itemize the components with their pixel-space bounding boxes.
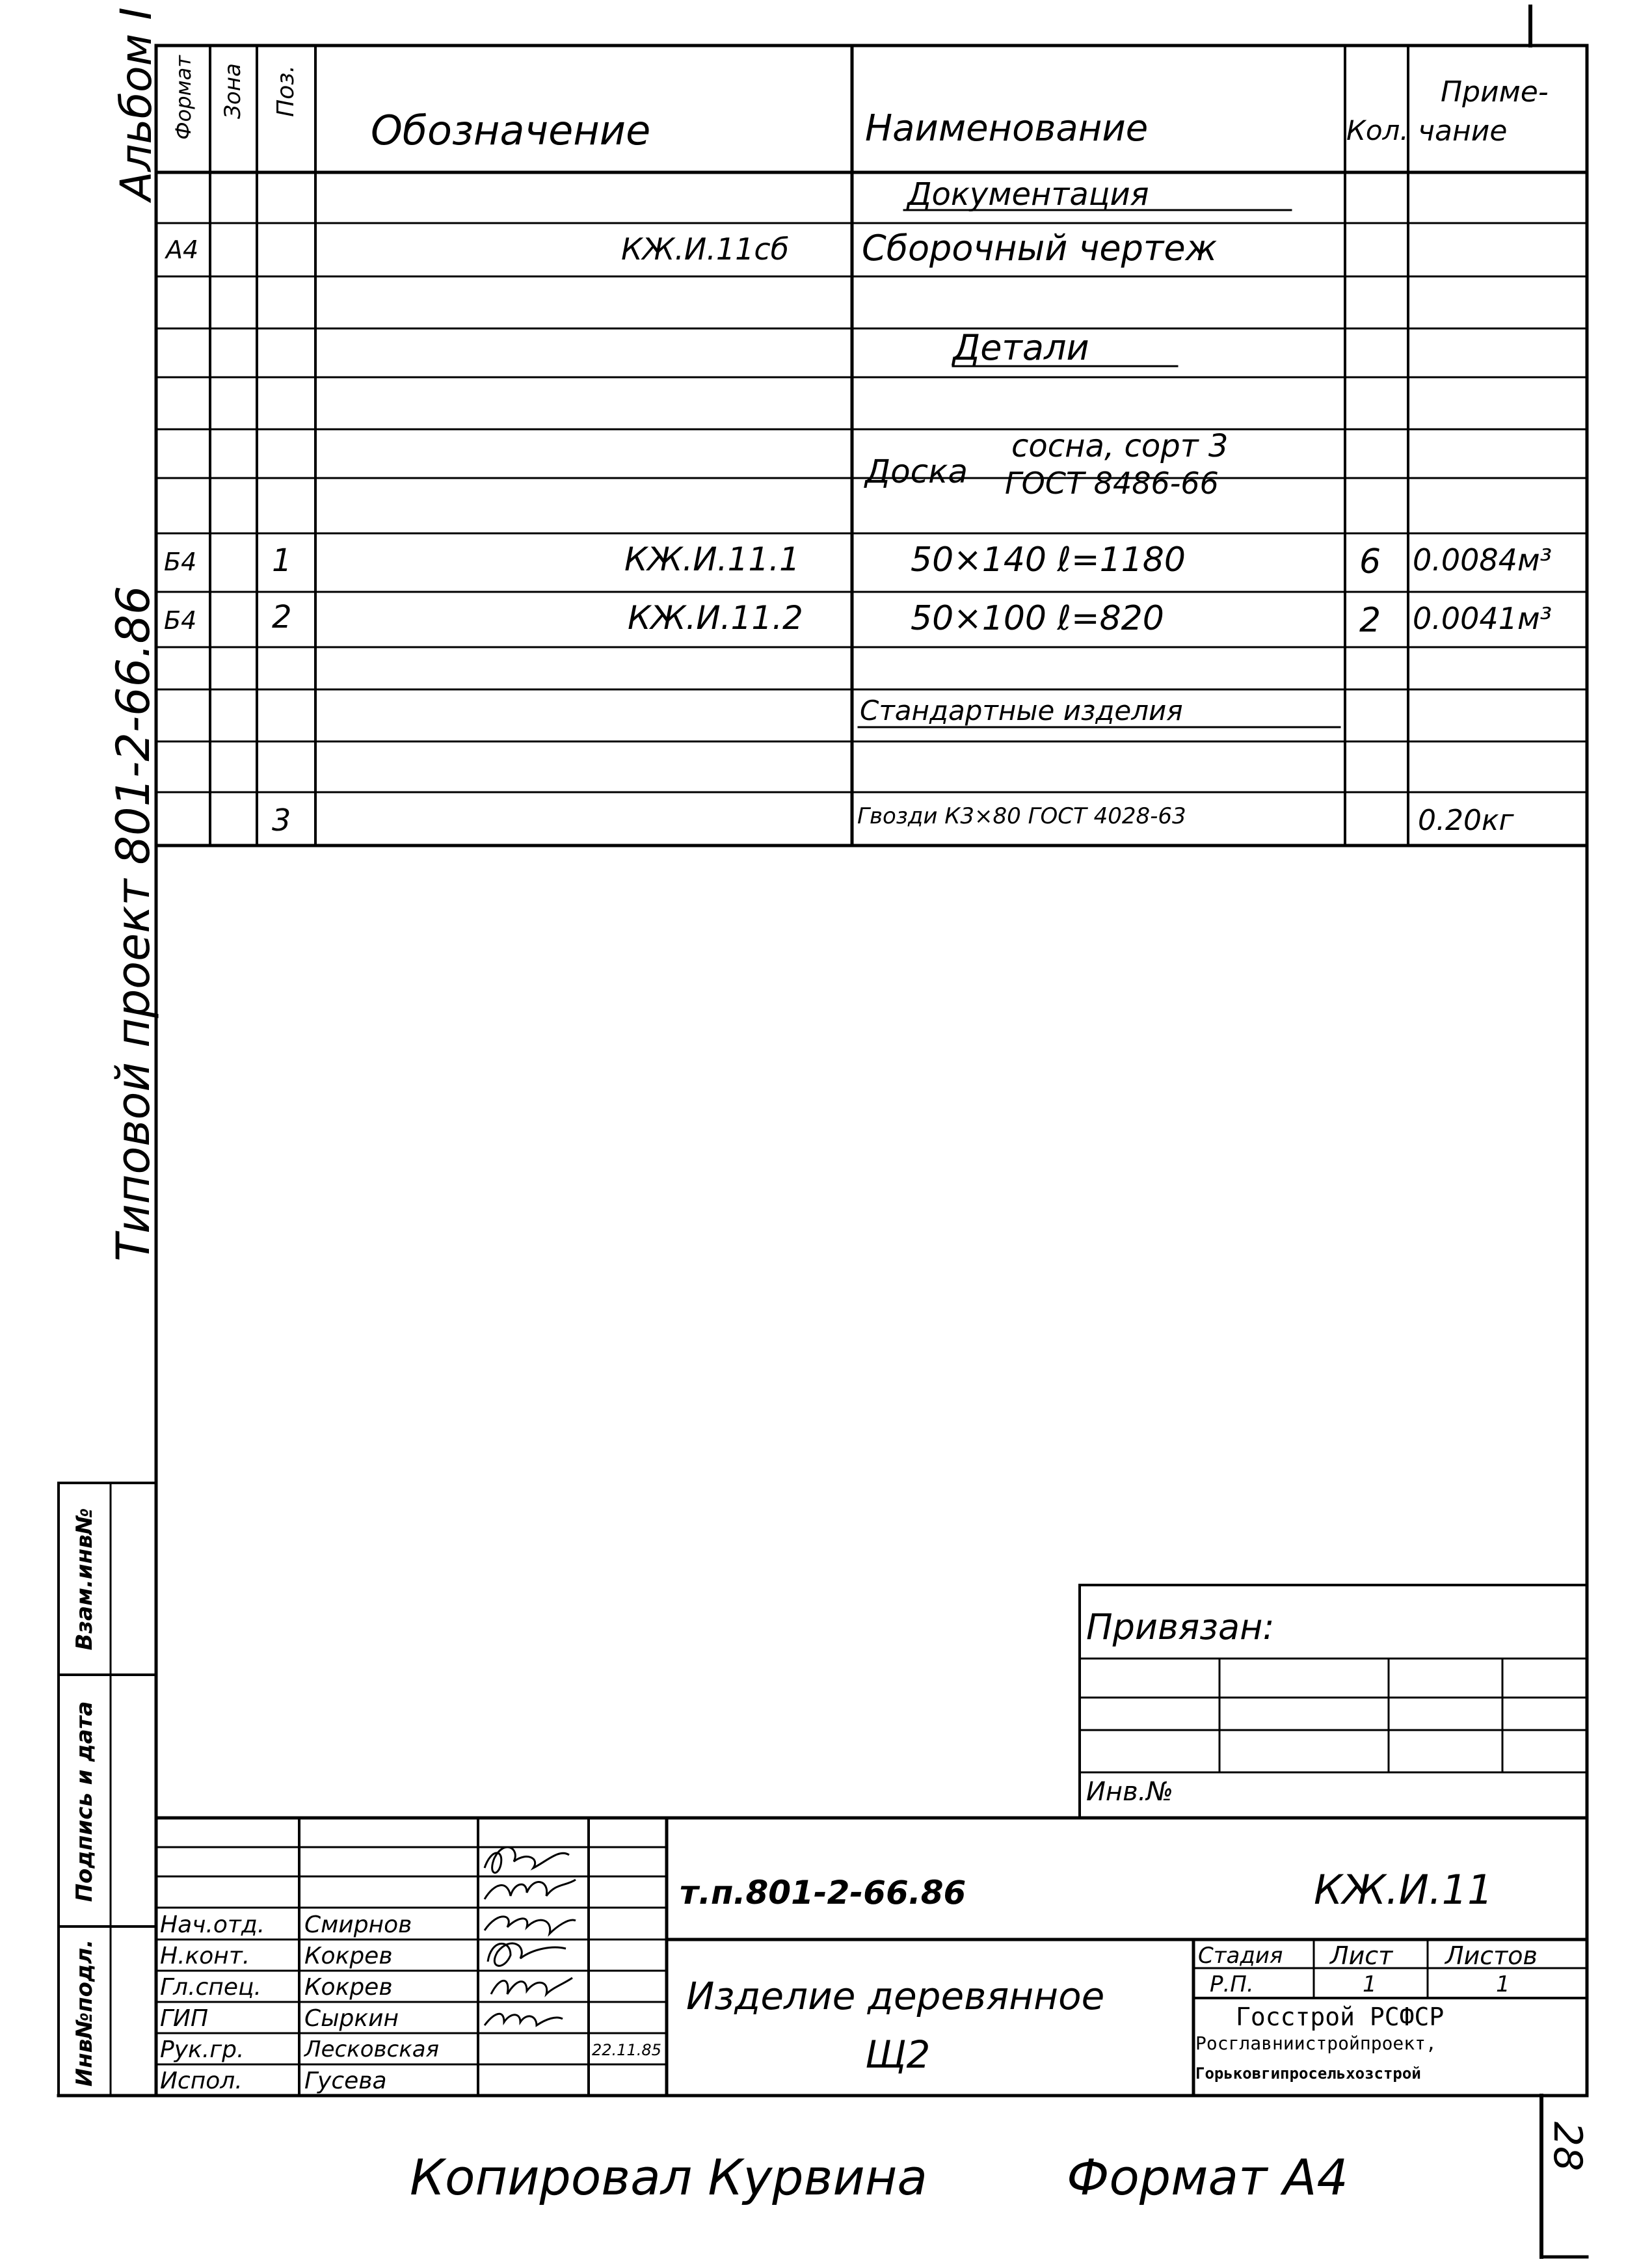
sign-date: 22.11.85: [592, 2041, 661, 2059]
header-name: Наименование: [865, 107, 1149, 150]
paper-format: Формат А4: [1067, 2148, 1348, 2206]
title-line1: Изделие деревянное: [686, 1974, 1105, 2018]
row3-pos: 2: [272, 599, 292, 635]
side-signature-date: Подпись и дата: [72, 1701, 98, 1902]
role-2: Н.конт.: [160, 1943, 250, 1969]
header-format: Формат: [171, 55, 196, 140]
org-line1: Госстрой РСФСР: [1236, 2003, 1445, 2031]
header-zone: Зона: [220, 63, 246, 119]
person-3: Кокрев: [304, 1974, 393, 2001]
row4-pos: 3: [272, 803, 291, 838]
row3-note: 0.0041м³: [1413, 601, 1552, 636]
row2-note: 0.0084м³: [1413, 542, 1552, 578]
person-4: Сыркин: [304, 2005, 399, 2032]
row1-format: А4: [166, 235, 199, 264]
section-documentation: Документация: [907, 176, 1149, 213]
org-line3: Горьковгипросельхозстрой: [1195, 2064, 1421, 2083]
side-replace-inv: Взам.инв№: [72, 1508, 98, 1651]
project-label: Типовой проект 801-2-66.86: [107, 585, 160, 1262]
role-3: Гл.спец.: [160, 1974, 261, 2001]
project-code: т.п.801-2-66.86: [680, 1874, 966, 1912]
page-number: 28: [1545, 2121, 1590, 2172]
person-6: Гусева: [304, 2068, 387, 2094]
row3-qty: 2: [1359, 601, 1381, 640]
sheets-label: Листов: [1445, 1941, 1538, 1970]
row2-pos: 1: [272, 542, 292, 579]
row2-format: Б4: [164, 548, 197, 576]
sheet-label: Лист: [1330, 1941, 1393, 1970]
board-word: Доска: [865, 453, 968, 490]
row1-designation: КЖ.И.11сб: [621, 232, 790, 267]
section-parts: Детали: [953, 327, 1089, 368]
row2-designation: КЖ.И.11.1: [624, 540, 800, 578]
sheet-value: 1: [1363, 1971, 1377, 1997]
row4-name: Гвозди К3×80 ГОСТ 4028-63: [857, 803, 1186, 829]
role-5: Рук.гр.: [160, 2036, 245, 2063]
person-2: Кокрев: [304, 1943, 393, 1969]
header-note-2: чание: [1418, 114, 1508, 148]
title-line2: Щ2: [865, 2033, 931, 2077]
role-6: Испол.: [160, 2068, 243, 2094]
role-1: Нач.отд.: [160, 1912, 265, 1938]
side-inv-sub: Инв№подл.: [72, 1939, 98, 2087]
board-line2: ГОСТ 8486-66: [1005, 466, 1219, 501]
header-pos: Поз.: [273, 65, 299, 117]
binding-inv: Инв.№: [1086, 1777, 1173, 1807]
row3-designation: КЖ.И.11.2: [628, 599, 803, 637]
header-qty: Кол.: [1346, 114, 1409, 146]
role-4: ГИП: [160, 2005, 209, 2032]
row3-format: Б4: [164, 606, 197, 635]
copied-by: Копировал Курвина: [410, 2148, 927, 2206]
board-line1: сосна, сорт 3: [1011, 428, 1229, 464]
row2-qty: 6: [1359, 542, 1381, 581]
header-note-1: Приме-: [1441, 75, 1549, 109]
header-designation: Обозначение: [371, 107, 651, 154]
signatures: [485, 1847, 576, 2025]
section-standard-items: Стандартные изделия: [860, 695, 1183, 726]
org-line2: Росглавниистройпроект,: [1195, 2033, 1437, 2054]
person-5: Лесковская: [304, 2036, 440, 2062]
album-label: Альбом I: [111, 7, 161, 201]
stage-value: Р.П.: [1210, 1971, 1254, 1997]
row1-name: Сборочный чертеж: [862, 228, 1218, 269]
binding-label: Привязан:: [1086, 1606, 1275, 1647]
row2-name: 50×140 ℓ=1180: [911, 540, 1186, 580]
person-1: Смирнов: [304, 1912, 412, 1938]
drawing-code: КЖ.И.11: [1314, 1866, 1493, 1913]
sheets-value: 1: [1496, 1971, 1510, 1997]
row3-name: 50×100 ℓ=820: [911, 599, 1164, 638]
stage-label: Стадия: [1198, 1943, 1283, 1969]
row4-note: 0.20кг: [1418, 804, 1514, 837]
